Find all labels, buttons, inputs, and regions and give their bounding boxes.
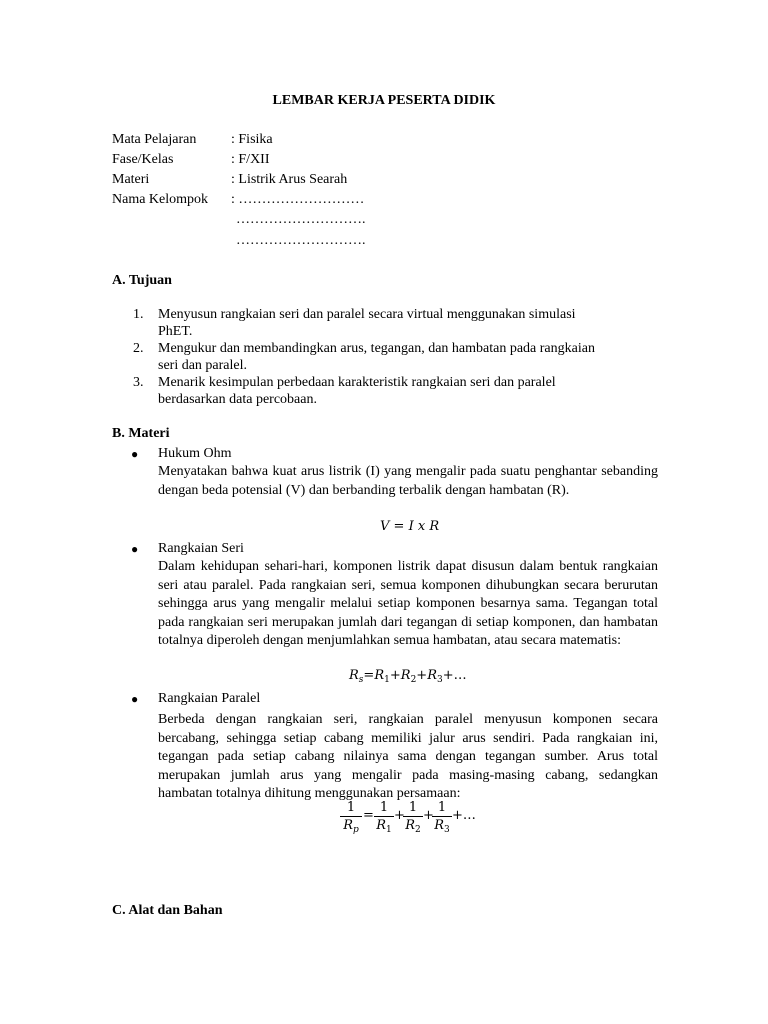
paralel-text: Berbeda dengan rangkaian seri, rangkaian paralel menyusun komponen secara bercabang, sehingga setiap cabang memiliki jalur arus sendiri. Pada rangkaian ini, tegangan pada setiap cabang nilainya sama dengan tegangan sumber. Arus total merupakan jumlah arus yang mengalir pada masing-masing cabang, sedangkan hambatan totalnya dihitung menggunakan persamaan: [158,712,658,802]
section-c-heading: C. Alat dan Bahan [112,903,223,918]
list-item-cont: seri dan paralel. [158,358,248,373]
section-a-heading: A. Tujuan [112,273,172,288]
seri-formula: $R_s=R_1+R_2+R_3+\dots$ [349,668,467,685]
group-label: Nama Kelompok [112,192,209,207]
group-blank-line: ………………………. [236,233,366,248]
page-title: LEMBAR KERJA PESERTA DIDIK [272,93,496,108]
bullet-icon: ● [131,542,139,556]
list-item-number: 2. [133,341,144,356]
ohm-title: Hukum Ohm [158,446,232,461]
seri-title: Rangkaian Seri [158,541,244,556]
list-item-number: 3. [133,375,144,390]
list-item-cont: berdasarkan data percobaan. [158,392,317,407]
topic-value: : Listrik Arus Searah [231,172,348,187]
seri-text: Dalam kehidupan sehari-hari, komponen listrik dapat disusun dalam bentuk rangkaian seri atau paralel. Pada rangkaian seri, semua komponen dihubungkan secara berurutan sehingga arus yang mengalir melalui setiap komponen besarnya sama. Tegangan total pada rangkaian seri merupakan jumlah dari tegangan di setiap komponen, dan hambatan totalnya diperoleh dengan menjumlahkan semua hambatan, atau secara matematis: [158,559,658,649]
bullet-icon: ● [131,692,139,706]
group-blank-line: ………………………. [236,212,366,227]
bullet-icon: ● [131,447,139,461]
paralel-title: Rangkaian Paralel [158,691,261,706]
list-item: Menyusun rangkaian seri dan paralel secara virtual menggunakan simulasi [158,307,576,322]
subject-value: : Fisika [231,132,273,147]
ohm-formula: V = I x R [380,519,440,534]
topic-label: Materi [112,172,150,187]
class-value: : F/XII [231,152,270,167]
section-b-heading: B. Materi [112,426,170,441]
group-value: : ……………………… [231,192,365,207]
list-item: Menarik kesimpulan perbedaan karakteristik rangkaian seri dan paralel [158,375,556,390]
ohm-text: Menyatakan bahwa kuat arus listrik (I) yang mengalir pada suatu penghantar sebanding dengan beda potensial (V) dan berbanding terbalik dengan hambatan (R). [158,464,658,498]
list-item: Mengukur dan membandingkan arus, tegangan, dan hambatan pada rangkaian [158,341,595,356]
list-item-number: 1. [133,307,144,322]
subject-label: Mata Pelajaran [112,132,197,147]
class-label: Fase/Kelas [112,152,174,167]
list-item-cont: PhET. [158,324,193,339]
